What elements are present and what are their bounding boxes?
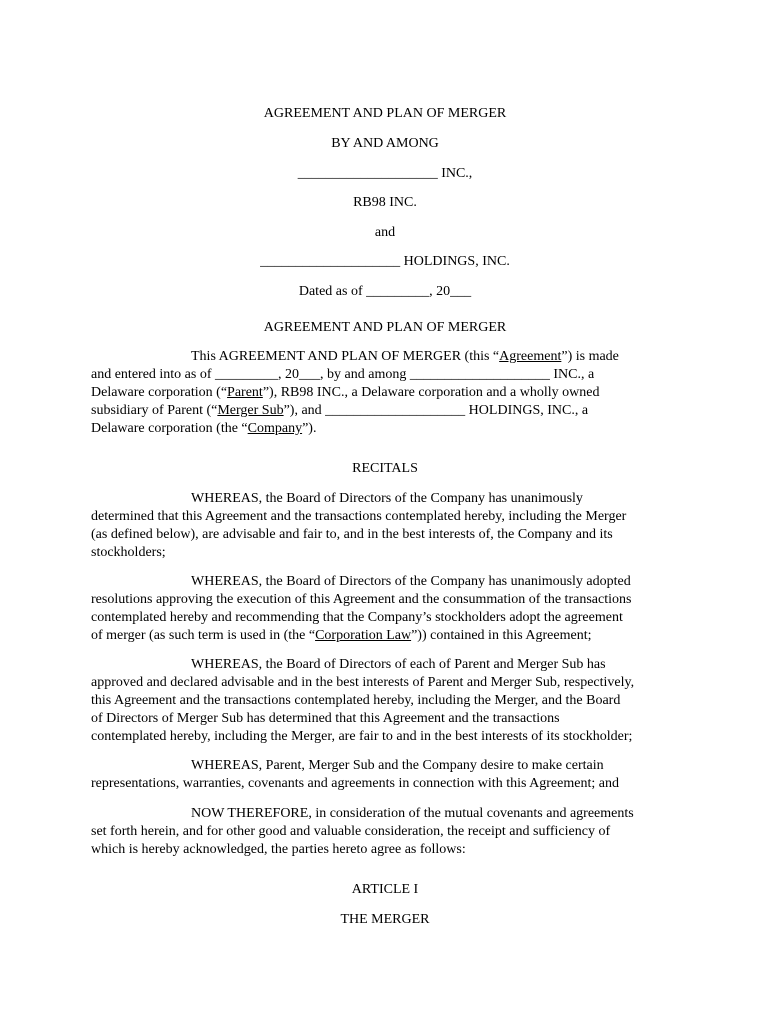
recital-line: stockholders; bbox=[91, 545, 166, 560]
recital-line: NOW THEREFORE, in consideration of the mutual covenants and agreements bbox=[191, 806, 634, 821]
defined-term-merger-sub: Merger Sub bbox=[217, 403, 284, 418]
recital-line: contemplated hereby, including the Merger, are fair to and in the best interests of its stockholder; bbox=[91, 729, 633, 744]
recital-line: WHEREAS, Parent, Merger Sub and the Company desire to make certain bbox=[191, 758, 604, 773]
recital-line: WHEREAS, the Board of Directors of the Company has unanimously bbox=[191, 491, 583, 506]
intro-line: subsidiary of Parent (“Merger Sub”), and ____________________ HOLDINGS, INC., a bbox=[91, 403, 589, 418]
recital-line: approved and declared advisable and in the best interests of Parent and Merger Sub, respectively, bbox=[91, 675, 635, 690]
intro-paragraph bbox=[91, 348, 691, 438]
recital-line: WHEREAS, the Board of Directors of each of Parent and Merger Sub has bbox=[191, 657, 606, 672]
defined-term-agreement: Agreement bbox=[499, 349, 562, 364]
recital-line: this Agreement and the transactions contemplated hereby, including the Merger, and the Board bbox=[91, 693, 621, 708]
defined-term-corporation-law: Corporation Law bbox=[315, 628, 412, 643]
recital-line: set forth herein, and for other good and valuable consideration, the receipt and sufficiency of bbox=[91, 824, 611, 839]
recital-line: (as defined below), are advisable and fair to, and in the best interests of, the Company and its bbox=[91, 527, 613, 542]
intro-line: Delaware corporation (the “Company”). bbox=[91, 421, 317, 436]
recital-2 bbox=[91, 573, 691, 645]
recital-5 bbox=[91, 805, 691, 859]
recital-line: representations, warranties, covenants and agreements in connection with this Agreement; and bbox=[91, 776, 619, 791]
defined-term-parent: Parent bbox=[227, 385, 263, 400]
party-2: RB98 INC. bbox=[353, 195, 417, 210]
intro-line: This AGREEMENT AND PLAN OF MERGER (this “Agreement”) is made bbox=[191, 349, 619, 364]
intro-line: and entered into as of _________, 20___, by and among ____________________ INC., a bbox=[91, 367, 595, 382]
dated-line: Dated as of _________, 20___ bbox=[298, 284, 472, 299]
recital-line: determined that this Agreement and the transactions contemplated hereby, including the Merger bbox=[91, 509, 627, 524]
document-title: AGREEMENT AND PLAN OF MERGER bbox=[263, 106, 507, 121]
recital-line: of Directors of Merger Sub has determined that this Agreement and the transactions bbox=[91, 711, 560, 726]
recital-line: WHEREAS, the Board of Directors of the Company has unanimously adopted bbox=[191, 574, 631, 589]
article-number: ARTICLE I bbox=[351, 882, 419, 897]
recital-3 bbox=[91, 656, 691, 746]
recital-line: contemplated hereby and recommending that the Company’s stockholders adopt the agreement bbox=[91, 610, 623, 625]
and-text: and bbox=[374, 225, 396, 240]
recitals-heading: RECITALS bbox=[352, 461, 418, 476]
section-heading: AGREEMENT AND PLAN OF MERGER bbox=[263, 320, 507, 335]
defined-term-company: Company bbox=[247, 421, 303, 436]
by-and-among: BY AND AMONG bbox=[331, 136, 439, 151]
recital-line: resolutions approving the execution of this Agreement and the consummation of the transactions bbox=[91, 592, 632, 607]
recital-line: of merger (as such term is used in (the “Corporation Law”)) contained in this Agreement; bbox=[91, 628, 592, 643]
intro-line: Delaware corporation (“Parent”), RB98 INC., a Delaware corporation and a wholly owned bbox=[91, 385, 600, 400]
party-3: ____________________ HOLDINGS, INC. bbox=[260, 254, 510, 269]
recital-1 bbox=[91, 490, 691, 562]
party-1: ____________________ INC., bbox=[297, 166, 473, 181]
article-title: THE MERGER bbox=[340, 912, 430, 927]
recital-4 bbox=[91, 757, 691, 793]
recital-line: which is hereby acknowledged, the parties hereto agree as follows: bbox=[91, 842, 466, 857]
